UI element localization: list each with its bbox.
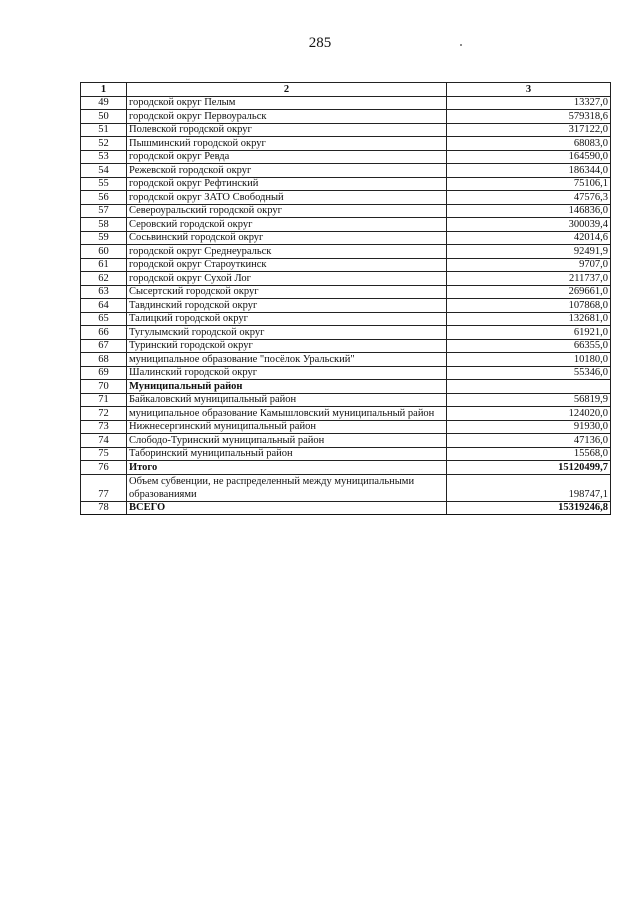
row-value: 146836,0 <box>447 204 611 218</box>
header-col-1: 1 <box>81 83 127 97</box>
row-value: 15568,0 <box>447 447 611 461</box>
row-number: 69 <box>81 366 127 380</box>
table-row <box>81 110 611 124</box>
row-number: 57 <box>81 204 127 218</box>
row-value: 61921,0 <box>447 326 611 340</box>
row-number: 75 <box>81 447 127 461</box>
table-row <box>81 407 611 421</box>
row-value: 91930,0 <box>447 420 611 434</box>
table-row <box>81 366 611 380</box>
row-name: Байкаловский муниципальный район <box>127 393 447 407</box>
table-row <box>81 272 611 286</box>
table-row <box>81 474 611 501</box>
row-value: 10180,0 <box>447 353 611 367</box>
row-value: 211737,0 <box>447 272 611 286</box>
row-number: 61 <box>81 258 127 272</box>
row-name: муниципальное образование Камышловский муниципальный район <box>127 407 447 421</box>
row-number: 63 <box>81 285 127 299</box>
row-number: 76 <box>81 461 127 475</box>
row-name: городской округ Первоуральск <box>127 110 447 124</box>
row-value: 579318,6 <box>447 110 611 124</box>
row-number: 49 <box>81 96 127 110</box>
row-value: 55346,0 <box>447 366 611 380</box>
row-value: 15319246,8 <box>447 501 611 515</box>
table-header <box>81 83 611 97</box>
row-name: городской округ Ревда <box>127 150 447 164</box>
row-value: 164590,0 <box>447 150 611 164</box>
row-name: Шалинский городской округ <box>127 366 447 380</box>
row-name: ВСЕГО <box>127 501 447 515</box>
row-number: 78 <box>81 501 127 515</box>
row-value: 317122,0 <box>447 123 611 137</box>
table-row <box>81 312 611 326</box>
table-row <box>81 285 611 299</box>
row-value: 47576,3 <box>447 191 611 205</box>
table-body <box>81 96 611 515</box>
row-name: городской округ Пелым <box>127 96 447 110</box>
row-value: 269661,0 <box>447 285 611 299</box>
row-value: 42014,6 <box>447 231 611 245</box>
header-col-2: 2 <box>127 83 447 97</box>
row-value: 66355,0 <box>447 339 611 353</box>
row-name: Режевской городской округ <box>127 164 447 178</box>
row-number: 52 <box>81 137 127 151</box>
row-value: 47136,0 <box>447 434 611 448</box>
row-number: 53 <box>81 150 127 164</box>
row-value: 198747,1 <box>447 474 611 501</box>
row-number: 59 <box>81 231 127 245</box>
row-number: 73 <box>81 420 127 434</box>
header-row <box>81 83 611 97</box>
table-row <box>81 231 611 245</box>
row-name: Сосьвинский городской округ <box>127 231 447 245</box>
table-row <box>81 137 611 151</box>
row-name: муниципальное образование "посёлок Уральский" <box>127 353 447 367</box>
row-number: 70 <box>81 380 127 394</box>
row-value: 13327,0 <box>447 96 611 110</box>
table-row <box>81 218 611 232</box>
table-row <box>81 177 611 191</box>
row-number: 65 <box>81 312 127 326</box>
row-name: Серовский городской округ <box>127 218 447 232</box>
row-number: 72 <box>81 407 127 421</box>
row-name: Нижнесергинский муниципальный район <box>127 420 447 434</box>
scan-speck <box>460 44 462 46</box>
table-row <box>81 447 611 461</box>
table-row <box>81 245 611 259</box>
table-row <box>81 123 611 137</box>
row-number: 74 <box>81 434 127 448</box>
row-value: 9707,0 <box>447 258 611 272</box>
row-name: Тугулымский городской округ <box>127 326 447 340</box>
row-value <box>447 380 611 394</box>
row-number: 77 <box>81 474 127 501</box>
table-row <box>81 150 611 164</box>
header-col-3: 3 <box>447 83 611 97</box>
row-number: 62 <box>81 272 127 286</box>
subsidy-table <box>80 82 611 515</box>
row-value: 92491,9 <box>447 245 611 259</box>
table-row <box>81 420 611 434</box>
row-number: 58 <box>81 218 127 232</box>
row-number: 60 <box>81 245 127 259</box>
row-number: 55 <box>81 177 127 191</box>
row-value: 56819,9 <box>447 393 611 407</box>
table-row <box>81 501 611 515</box>
row-name: Полевской городской округ <box>127 123 447 137</box>
row-number: 64 <box>81 299 127 313</box>
row-value: 132681,0 <box>447 312 611 326</box>
row-value: 107868,0 <box>447 299 611 313</box>
row-value: 15120499,7 <box>447 461 611 475</box>
row-name: городской округ Сухой Лог <box>127 272 447 286</box>
table-row <box>81 393 611 407</box>
table-row <box>81 258 611 272</box>
row-name: Итого <box>127 461 447 475</box>
row-name: Талицкий городской округ <box>127 312 447 326</box>
row-name: Тавдинский городской округ <box>127 299 447 313</box>
row-value: 75106,1 <box>447 177 611 191</box>
table-row <box>81 461 611 475</box>
row-number: 66 <box>81 326 127 340</box>
row-name: Пышминский городской округ <box>127 137 447 151</box>
row-name: Сысертский городской округ <box>127 285 447 299</box>
table-row <box>81 204 611 218</box>
table-row <box>81 191 611 205</box>
row-number: 50 <box>81 110 127 124</box>
row-name: городской округ Рефтинский <box>127 177 447 191</box>
table-row <box>81 96 611 110</box>
row-value: 124020,0 <box>447 407 611 421</box>
table-row <box>81 326 611 340</box>
table-row <box>81 164 611 178</box>
row-name: городской округ Староуткинск <box>127 258 447 272</box>
row-number: 56 <box>81 191 127 205</box>
row-name: Туринский городской округ <box>127 339 447 353</box>
row-number: 54 <box>81 164 127 178</box>
row-value: 300039,4 <box>447 218 611 232</box>
table-row <box>81 339 611 353</box>
row-name: городской округ Среднеуральск <box>127 245 447 259</box>
row-name: Объем субвенции, не распределенный между муниципальными образованиями <box>127 474 447 501</box>
table-row <box>81 434 611 448</box>
row-value: 186344,0 <box>447 164 611 178</box>
row-value: 68083,0 <box>447 137 611 151</box>
row-number: 71 <box>81 393 127 407</box>
page-number: 285 <box>308 35 332 51</box>
row-number: 67 <box>81 339 127 353</box>
row-name: Таборинский муниципальный район <box>127 447 447 461</box>
row-name: городской округ ЗАТО Свободный <box>127 191 447 205</box>
table-row <box>81 380 611 394</box>
row-name: Слободо-Туринский муниципальный район <box>127 434 447 448</box>
table-row <box>81 353 611 367</box>
row-number: 51 <box>81 123 127 137</box>
row-name: Муниципальный район <box>127 380 447 394</box>
table-row <box>81 299 611 313</box>
row-name: Североуральский городской округ <box>127 204 447 218</box>
row-number: 68 <box>81 353 127 367</box>
